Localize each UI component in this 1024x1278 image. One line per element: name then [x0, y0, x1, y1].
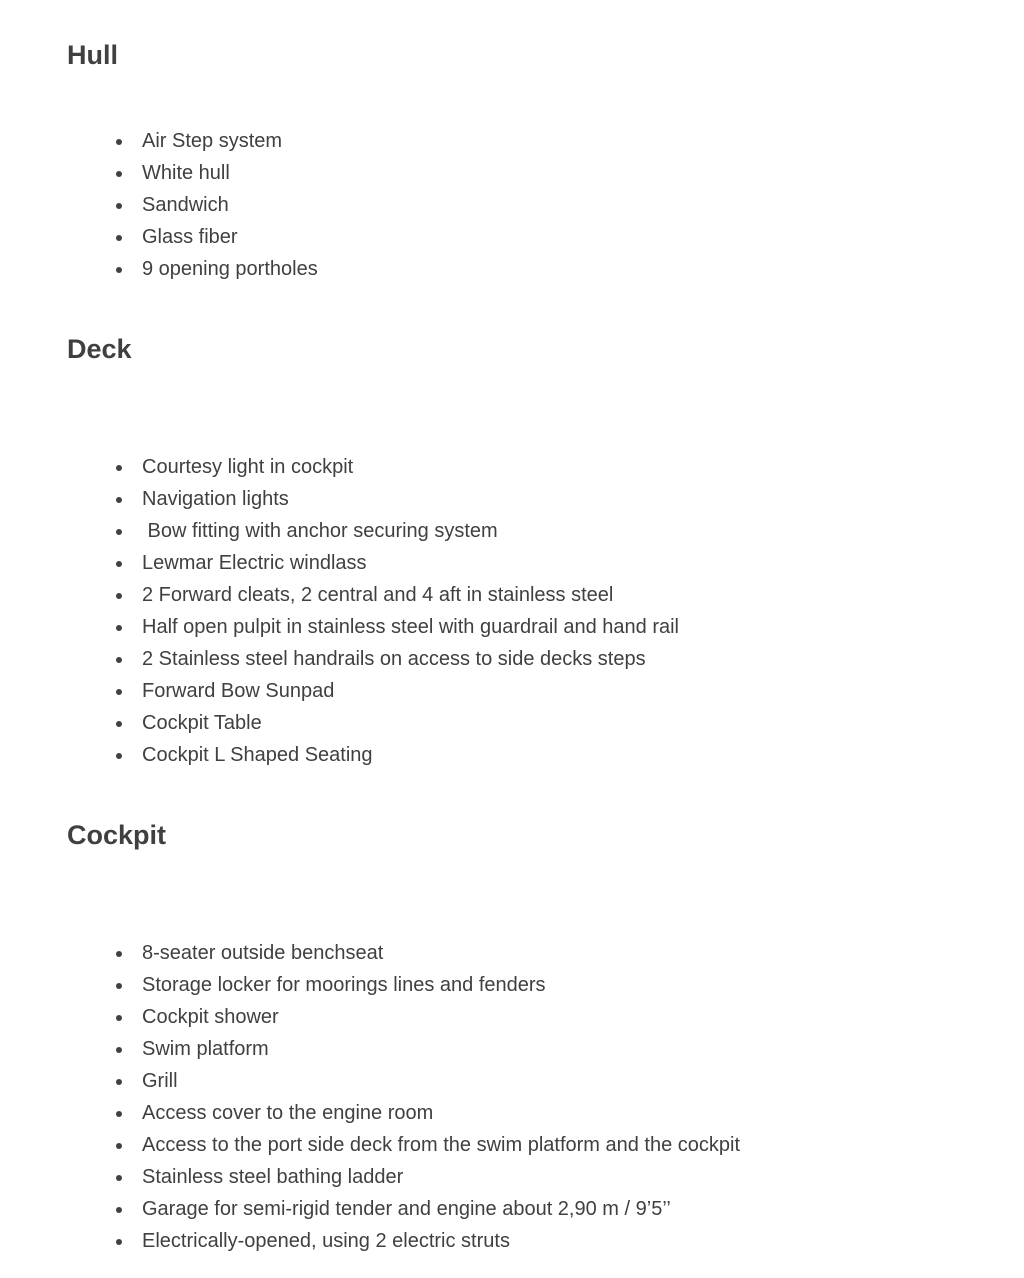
list-item: [0, 969, 740, 1001]
list-item: [0, 483, 679, 515]
list-item-text: Stainless steel bathing ladder: [142, 1166, 404, 1188]
list-item-text: Sandwich: [142, 194, 229, 216]
list-item-text: 8-seater outside benchseat: [142, 942, 384, 964]
list-item: [0, 611, 679, 643]
list-item-text: Electrically-opened, using 2 electric struts: [142, 1230, 510, 1252]
bullet-icon: [116, 235, 122, 241]
bullet-icon: [116, 1047, 122, 1053]
bullet-icon: [116, 203, 122, 209]
list-item-text: Grill: [142, 1070, 178, 1092]
cockpit-list: [0, 937, 740, 1257]
list-item-text: Half open pulpit in stainless steel with guardrail and hand rail: [142, 616, 679, 638]
list-item-text: Bow fitting with anchor securing system: [142, 520, 498, 542]
list-item: [0, 1193, 740, 1225]
bullet-icon: [116, 267, 122, 273]
bullet-icon: [116, 1079, 122, 1085]
bullet-icon: [116, 497, 122, 503]
list-item: [0, 1001, 740, 1033]
list-item: [0, 579, 679, 611]
list-item-text: Glass fiber: [142, 226, 238, 248]
list-item-text: Cockpit L Shaped Seating: [142, 744, 373, 766]
bullet-icon: [116, 1111, 122, 1117]
list-item-text: 9 opening portholes: [142, 258, 318, 280]
list-item: [0, 253, 318, 285]
list-item-text: Forward Bow Sunpad: [142, 680, 335, 702]
list-item-text: Cockpit shower: [142, 1006, 279, 1028]
hull-list: [0, 125, 318, 285]
list-item: [0, 189, 318, 221]
list-item: [0, 157, 318, 189]
list-item-text: 2 Stainless steel handrails on access to side decks steps: [142, 648, 646, 670]
list-item-text: White hull: [142, 162, 230, 184]
list-item-text: Access cover to the engine room: [142, 1102, 434, 1124]
list-item: [0, 707, 679, 739]
bullet-icon: [116, 721, 122, 727]
list-item: [0, 739, 679, 771]
list-item-text: Cockpit Table: [142, 712, 262, 734]
bullet-icon: [116, 951, 122, 957]
bullet-icon: [116, 529, 122, 535]
list-item: [0, 221, 318, 253]
bullet-icon: [116, 1175, 122, 1181]
section-heading-hull: Hull: [67, 40, 118, 70]
list-item-text: Access to the port side deck from the swim platform and the cockpit: [142, 1134, 741, 1156]
list-item-text: Swim platform: [142, 1038, 269, 1060]
list-item: [0, 547, 679, 579]
list-item-text: Lewmar Electric windlass: [142, 552, 367, 574]
list-item: [0, 1033, 740, 1065]
deck-list: [0, 451, 679, 771]
list-item: [0, 1129, 740, 1161]
bullet-icon: [116, 1143, 122, 1149]
list-item: [0, 675, 679, 707]
bullet-icon: [116, 593, 122, 599]
bullet-icon: [116, 1015, 122, 1021]
list-item: [0, 643, 679, 675]
list-item: [0, 451, 679, 483]
bullet-icon: [116, 1207, 122, 1213]
bullet-icon: [116, 657, 122, 663]
list-item-text: Storage locker for moorings lines and fenders: [142, 974, 546, 996]
bullet-icon: [116, 753, 122, 759]
bullet-icon: [116, 689, 122, 695]
list-item: [0, 1065, 740, 1097]
section-heading-deck: Deck: [67, 334, 132, 364]
list-item-text: Courtesy light in cockpit: [142, 456, 354, 478]
list-item: [0, 515, 679, 547]
bullet-icon: [116, 625, 122, 631]
list-item: [0, 937, 740, 969]
list-item-text: Navigation lights: [142, 488, 289, 510]
list-item: [0, 1225, 740, 1257]
list-item-text: Air Step system: [142, 130, 283, 152]
bullet-icon: [116, 561, 122, 567]
list-item-text: Garage for semi-rigid tender and engine about 2,90 m / 9’5’’: [142, 1198, 671, 1220]
list-item: [0, 125, 318, 157]
list-item: [0, 1161, 740, 1193]
bullet-icon: [116, 1239, 122, 1245]
section-heading-cockpit: Cockpit: [67, 820, 167, 850]
bullet-icon: [116, 983, 122, 989]
list-item: [0, 1097, 740, 1129]
bullet-icon: [116, 139, 122, 145]
bullet-icon: [116, 171, 122, 177]
bullet-icon: [116, 465, 122, 471]
list-item-text: 2 Forward cleats, 2 central and 4 aft in stainless steel: [142, 584, 614, 606]
